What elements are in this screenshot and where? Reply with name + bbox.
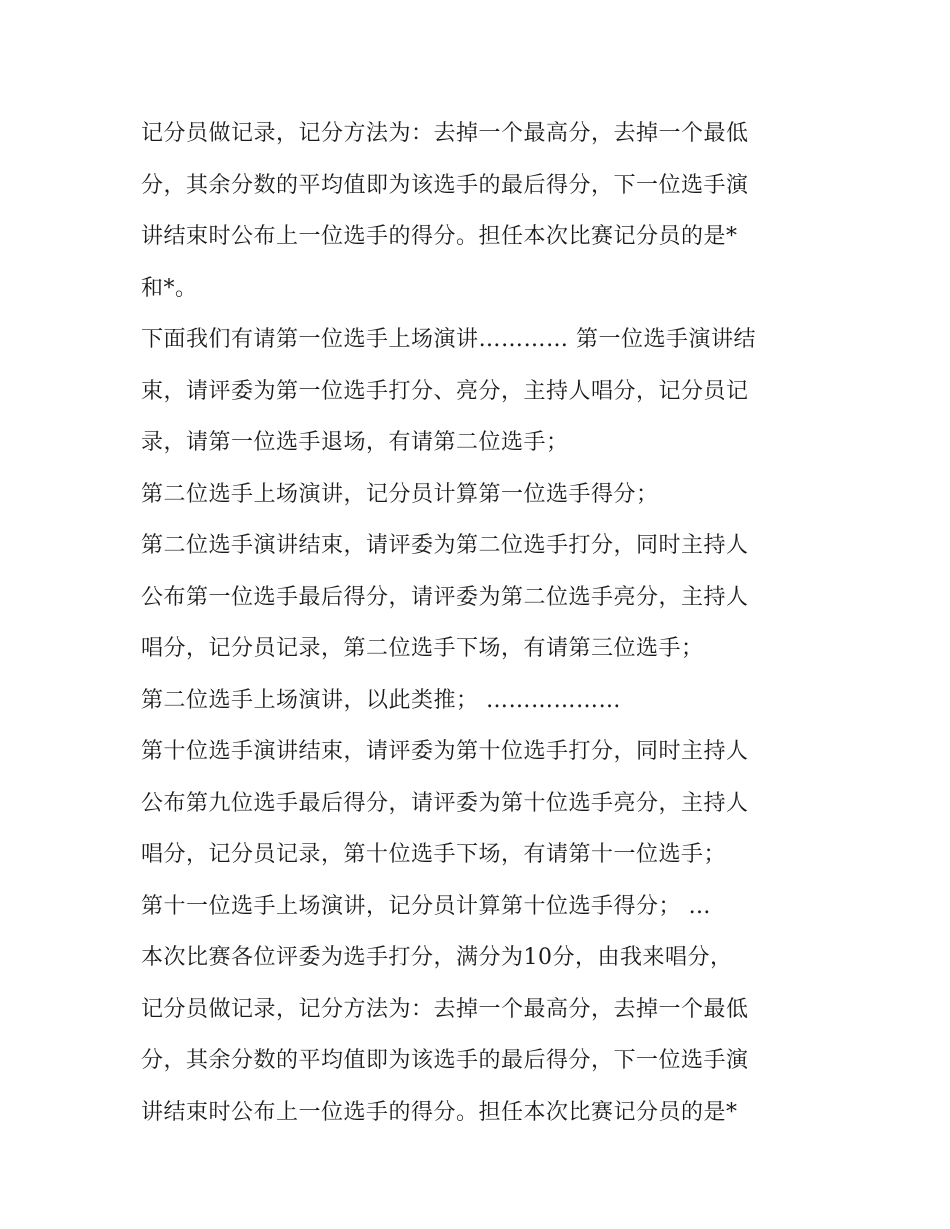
text-line: 公布第一位选手最后得分，请评委为第二位选手亮分，主持人 bbox=[141, 584, 749, 610]
document-body bbox=[141, 108, 821, 1138]
text-line: 讲结束时公布上一位选手的得分。担任本次比赛记分员的是* bbox=[141, 224, 738, 249]
text-line: 分，其余分数的平均值即为该选手的最后得分，下一位选手演 bbox=[141, 1048, 749, 1073]
text-line: 第二位选手上场演讲，记分员计算第一位选手得分； bbox=[141, 481, 659, 507]
text-line: 第十位选手演讲结束，请评委为第十位选手打分，同时主持人 bbox=[141, 739, 749, 764]
text-line: 记分员做记录，记分方法为：去掉一个最高分，去掉一个最低 bbox=[141, 121, 749, 146]
text-line: 唱分，记分员记录，第二位选手下场，有请第三位选手； bbox=[141, 636, 704, 661]
text-line: 下面我们有请第一位选手上场演讲………… 第一位选手演讲结 bbox=[141, 327, 756, 352]
text-line: 记分员做记录，记分方法为：去掉一个最高分，去掉一个最低 bbox=[141, 996, 749, 1022]
text-line: 录，请第一位选手退场，有请第二位选手； bbox=[141, 430, 569, 455]
text-line: 第二位选手演讲结束，请评委为第二位选手打分，同时主持人 bbox=[141, 533, 749, 558]
text-line: 第二位选手上场演讲，以此类推； ……………… bbox=[141, 687, 621, 713]
text-line: 第十一位选手上场演讲，记分员计算第十位选手得分； … bbox=[141, 893, 711, 919]
text-line: 讲结束时公布上一位选手的得分。担任本次比赛记分员的是* bbox=[141, 1099, 738, 1125]
text-line: 公布第九位选手最后得分，请评委为第十位选手亮分，主持人 bbox=[141, 790, 749, 816]
text-line: 和*。 bbox=[141, 275, 198, 301]
text-line: 唱分，记分员记录，第十位选手下场，有请第十一位选手； bbox=[141, 842, 727, 867]
text-line: 束，请评委为第一位选手打分、亮分，主持人唱分，记分员记 bbox=[141, 378, 749, 404]
text-line: 分，其余分数的平均值即为该选手的最后得分，下一位选手演 bbox=[141, 172, 749, 198]
text-line: 本次比赛各位评委为选手打分，满分为10分，由我来唱分， bbox=[141, 945, 733, 970]
